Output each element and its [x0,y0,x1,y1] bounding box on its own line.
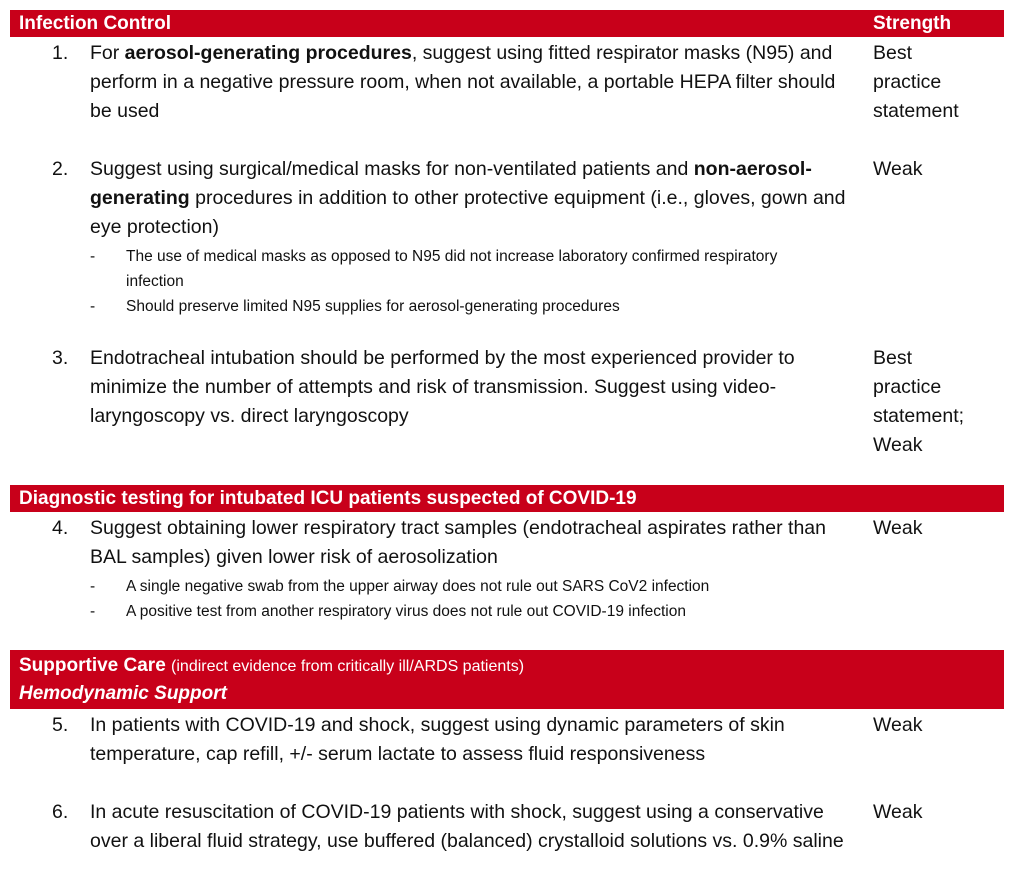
list-item [90,599,826,624]
recommendation-strength: Weak [873,517,923,539]
supporting-notes [90,244,1004,319]
section-title: Infection Control [19,13,171,34]
recommendation-number: 3. [52,347,69,369]
recommendation-text [90,155,860,242]
recommendation-number: 4. [52,517,69,539]
recommendation-text: Endotracheal intubation should be performed by the most experienced provider to minimize the number of attempts and risk of transmission. Suggest using video-laryngoscopy vs. direct laryngoscopy [90,347,795,427]
supporting-notes [90,574,1004,624]
text-part: Suggest using surgical/medical masks for non-ventilated patients and [90,158,694,180]
text-part: , suggest using fitted respirator masks (N95) and perform in a negative pressure room, when not available, a portable HEPA filter should be used [90,42,836,122]
section-note: (indirect evidence from critically ill/ARDS patients) [171,658,525,675]
recommendation-strength: Weak [873,801,923,823]
section-header-diagnostic-testing [10,485,1004,512]
recommendation-number: 5. [52,714,69,736]
recommendation-5 [10,711,1004,769]
recommendation-2 [10,155,1004,319]
recommendation-4 [10,514,1004,624]
recommendation-strength: Best practice statement; Weak [873,347,965,456]
recommendation-strength: Weak [873,714,923,736]
recommendation-text: In acute resuscitation of COVID-19 patients with shock, suggest using a conservative over a liberal fluid strategy, use buffered (balanced) crystalloid solutions vs. 0.9% saline [90,801,844,852]
recommendation-6 [10,798,1004,856]
note-text: Should preserve limited N95 supplies for aerosol-generating procedures [126,298,620,315]
recommendation-text [90,39,860,126]
list-item [90,574,826,599]
recommendation-text: In patients with COVID-19 and shock, suggest using dynamic parameters of skin temperature, cap refill, +/- serum lactate to assess fluid responsiveness [90,714,785,765]
section-title: Diagnostic testing for intubated ICU patients suspected of COVID-19 [19,488,637,509]
section-title: Supportive Care [19,655,166,676]
section-header-supportive-care [10,650,1004,709]
text-emphasis: non-aerosol-generating [90,158,812,209]
bullet-dash: - [90,603,96,620]
strength-column-header: Strength [873,13,952,34]
bullet-dash: - [90,298,96,315]
section-subtitle: Hemodynamic Support [19,683,227,704]
text-part: procedures in addition to other protective equipment (i.e., gloves, gown and eye protection) [90,187,846,238]
bullet-dash: - [90,578,96,595]
recommendation-strength: Best practice statement [873,42,959,122]
list-item [90,244,826,294]
recommendation-text: Suggest obtaining lower respiratory tract samples (endotracheal aspirates rather than BAL samples) given lower risk of aerosolization [90,517,826,568]
text-part: For [90,42,125,64]
section-header-infection-control [10,10,1004,37]
note-text: The use of medical masks as opposed to N95 did not increase laboratory confirmed respiratory infection [126,248,778,290]
recommendation-number: 6. [52,801,69,823]
recommendation-number: 2. [52,158,69,180]
recommendation-3 [10,344,1004,456]
note-text: A single negative swab from the upper airway does not rule out SARS CoV2 infection [126,578,710,595]
recommendation-strength: Weak [873,158,923,180]
list-item [90,294,826,319]
section-title-line [19,652,1004,680]
text-emphasis: aerosol-generating procedures [124,42,412,64]
bullet-dash: - [90,248,96,265]
guideline-table [10,10,1004,856]
recommendation-number: 1. [52,42,69,64]
recommendation-1 [10,39,1004,126]
note-text: A positive test from another respiratory virus does not rule out COVID-19 infection [126,603,686,620]
